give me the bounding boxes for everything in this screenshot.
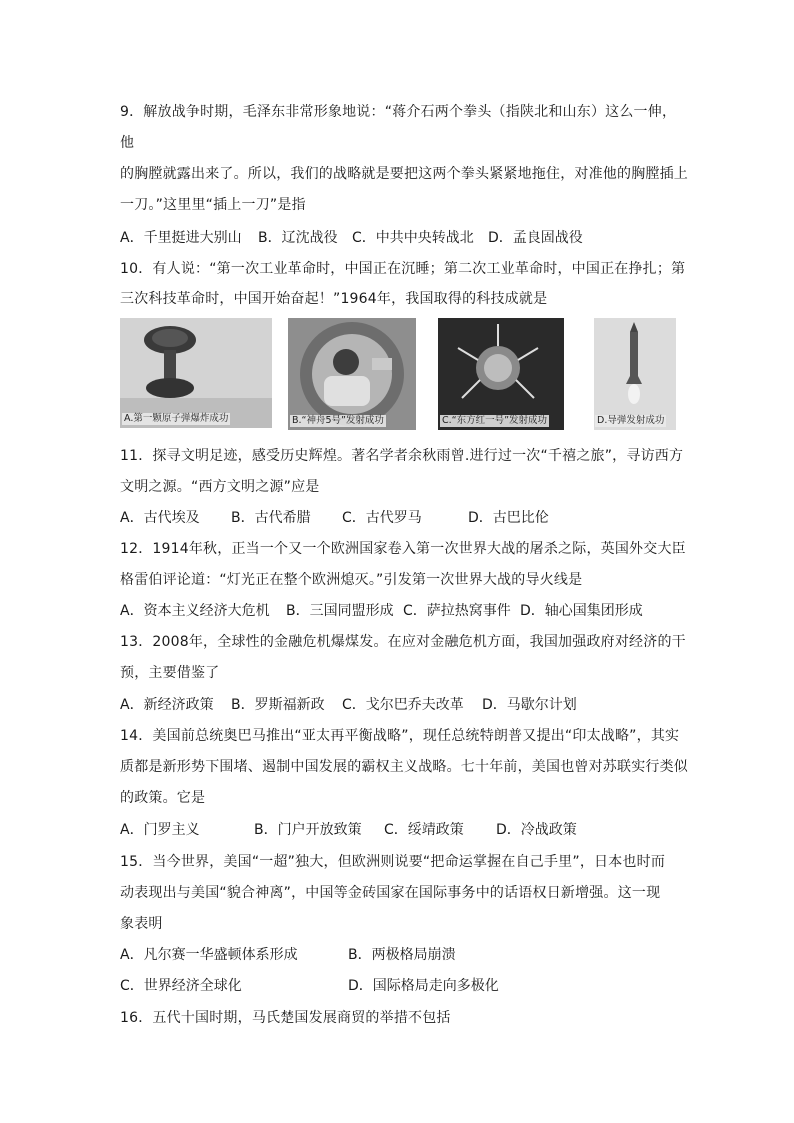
- q11-option-c: C．古代罗马: [342, 510, 422, 526]
- q12-option-a: A．资本主义经济大危机: [120, 603, 270, 619]
- caption-c: C.“东方红一号”发射成功: [442, 415, 547, 426]
- q9-option-a: A．千里挺进大别山: [120, 230, 242, 246]
- q13-option-d: D．马歇尔计划: [482, 697, 577, 713]
- q14-option-b: B．门户开放致策: [254, 822, 362, 838]
- q15-line-1: 15．当今世界，美国“一超”独大，但欧洲则说要“把命运掌握在自己手里”，日本也时而: [120, 854, 666, 870]
- q14-line-1: 14．美国前总统奥巴马推出“亚太再平衡战略”，现任总统特朗普又提出“印太战略”，其实: [120, 728, 680, 744]
- q15-option-b: B．两极格局崩溃: [348, 947, 456, 963]
- missile-launch-photo: [594, 318, 676, 430]
- q14-line-2: 质都是新形势下围堵、遏制中国发展的霸权主义战略。七十年前，美国也曾对苏联实行类似: [120, 759, 688, 775]
- q11-line-2: 文明之源。“西方文明之源”应是: [120, 479, 320, 495]
- q15-option-c: C．世界经济全球化: [120, 978, 242, 994]
- q9-line-2: 他: [120, 135, 135, 151]
- q9-option-b: B．辽沈战役: [258, 230, 338, 246]
- q11-option-d: D．古巴比伦: [468, 510, 549, 526]
- dongfanghong-satellite-photo: [438, 318, 564, 430]
- q9-line-3: 的胸膛就露出来了。所以，我们的战略就是要把这两个拳头紧紧地拖住，对准他的胸膛插上: [120, 166, 688, 182]
- caption-d: D.导弹发射成功: [597, 415, 665, 426]
- q15-line-2: 动表现出与美国“貌合神离”，中国等金砖国家在国际事务中的话语权日新增强。这一现: [120, 885, 661, 901]
- q14-option-a: A．门罗主义: [120, 822, 200, 838]
- q13-line-2: 预，主要借鉴了: [120, 665, 220, 681]
- shenzhou-astronaut-photo: [288, 318, 416, 430]
- q10-line-1: 10．有人说：“第一次工业革命时，中国正在沉睡；第二次工业革命时，中国正在挣扎；第: [120, 261, 686, 277]
- q15-option-a: A．凡尔赛一华盛顿体系形成: [120, 947, 298, 963]
- q13-line-1: 13．2008年，全球性的金融危机爆煤发。在应对金融危机方面，我国加强政府对经济的干: [120, 634, 686, 650]
- q13-option-a: A．新经济政策: [120, 697, 214, 713]
- q9-option-c: C．中共中央转战北: [352, 230, 474, 246]
- q14-option-d: D．冷战政策: [496, 822, 577, 838]
- q12-line-2: 格雷伯评论道：“灯光正在整个欧洲熄灭。”引发第一次世界大战的导火线是: [120, 572, 583, 588]
- q11-option-a: A．古代埃及: [120, 510, 200, 526]
- q14-option-c: C．绥靖政策: [384, 822, 464, 838]
- q16-line-1: 16．五代十国时期，马氏楚国发展商贸的举措不包括: [120, 1010, 451, 1026]
- q15-line-3: 象表明: [120, 916, 163, 932]
- atomic-bomb-photo: [120, 318, 272, 428]
- q15-option-d: D．国际格局走向多极化: [348, 978, 499, 994]
- q13-option-c: C．戈尔巴乔夫改革: [342, 697, 464, 713]
- q9-option-d: D．孟良固战役: [488, 230, 583, 246]
- q11-option-b: B．古代希腊: [231, 510, 311, 526]
- caption-b: B.“神舟5号”发射成功: [292, 415, 384, 426]
- q13-option-b: B．罗斯福新政: [231, 697, 325, 713]
- q12-line-1: 12．1914年秋，正当一个又一个欧洲国家卷入第一次世界大战的屠杀之际，英国外交大臣: [120, 541, 686, 557]
- q9-line-1: 9．解放战争时期，毛泽东非常形象地说：“蒋介石两个拳头（指陕北和山东）这么一伸，: [120, 104, 677, 120]
- caption-a: A.第一颗原子弹爆炸成功: [124, 413, 229, 424]
- q10-photo-options: [120, 318, 676, 430]
- q12-option-d: D．轴心国集团形成: [520, 603, 643, 619]
- q12-option-c: C．萨拉热窝事件: [403, 603, 511, 619]
- q14-line-3: 的政策。它是: [120, 790, 206, 806]
- q10-line-2: 三次科技革命时，中国开始奋起！”1964年，我国取得的科技成就是: [120, 291, 548, 307]
- q11-line-1: 11．探寻文明足迹，感受历史辉煌。著名学者余秋雨曾.进行过一次“千禧之旅”，寻访西方: [120, 448, 684, 464]
- q12-option-b: B．三国同盟形成: [286, 603, 394, 619]
- q9-line-4: 一刀。”这里里“插上一刀”是指: [120, 197, 306, 213]
